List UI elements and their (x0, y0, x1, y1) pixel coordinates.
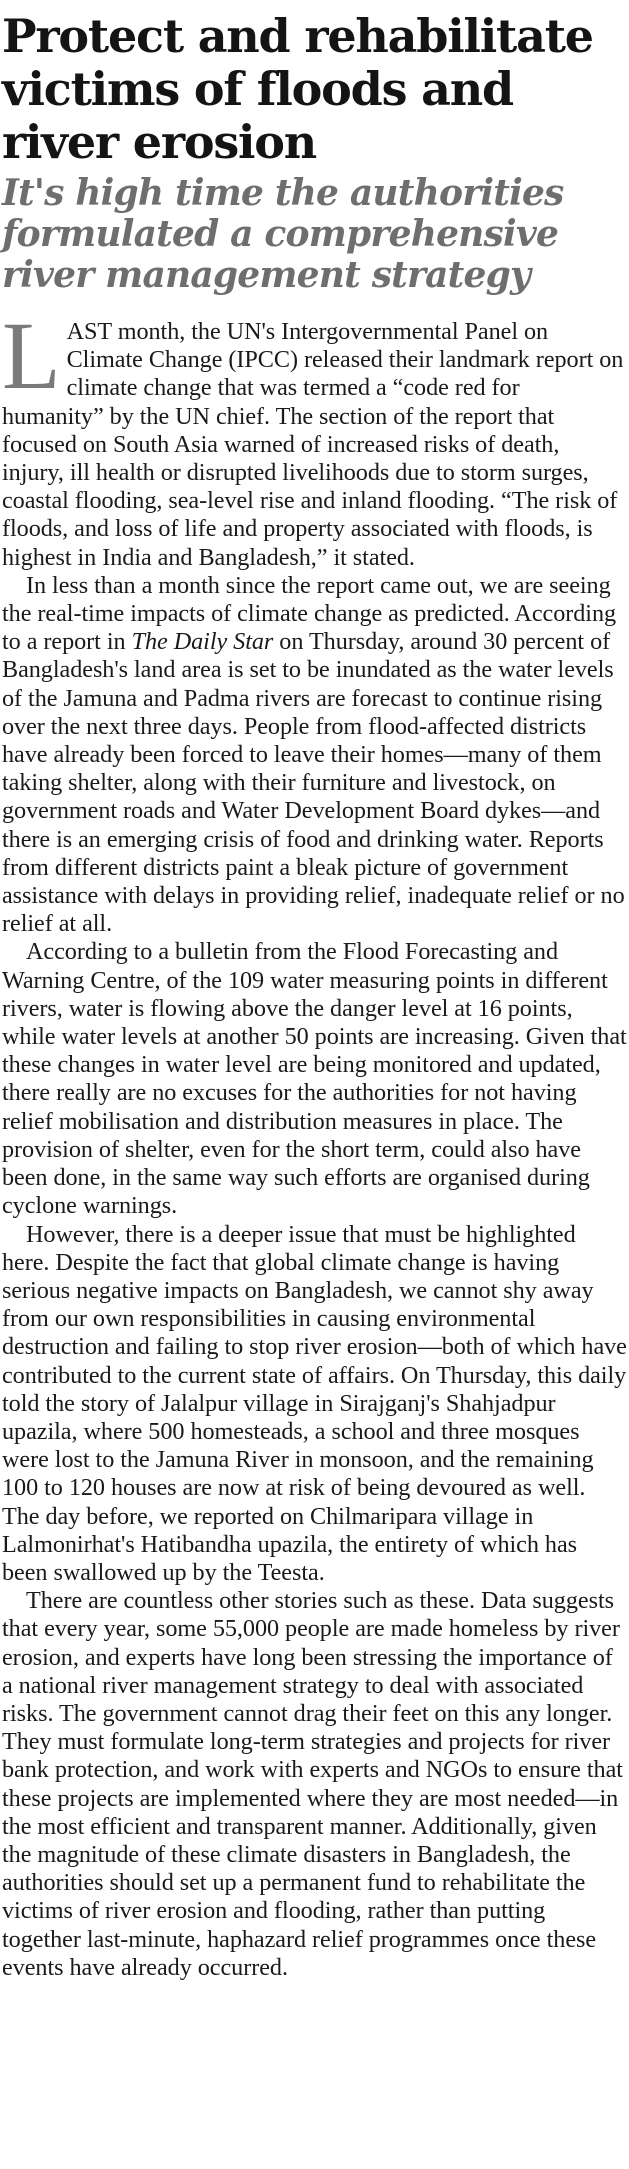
paragraph-4: However, there is a deeper issue that must be highlighted here. Despite the fact that global climate change is having serious negative impacts on Bangladesh, we cannot shy away from our own responsibilities in causing environmental destruction and failing to stop river erosion—both of which have contributed to the current state of affairs. On Thursday, this daily told the story of Jalalpur village in Sirajganj's Shahjadpur upazila, where 500 homesteads, a school and three mosques were lost to the Jamuna River in monsoon, and the remaining 100 to 120 houses are now at risk of being devoured as well. The day before, we reported on Chilmaripara village in Lalmonirhat's Hatibandha upazila, the entirety of which has been swallowed up by the Teesta. (2, 1220, 627, 1586)
drop-cap: L (2, 302, 61, 409)
publication-name: The Daily Star (131, 628, 274, 656)
paragraph-5: There are countless other stories such as these. Data suggests that every year, some 55,000 people are made homeless by river erosion, and experts have long been stressing the importance of a national river management strategy to deal with associated risks. The government cannot drag their feet on this any longer. They must formulate long-term strategies and projects for river bank protection, and work with experts and NGOs to ensure that these projects are implemented where they are most needed—in the most efficient and transparent manner. Additionally, given the magnitude of these climate disasters in Bangladesh, the authorities should set up a permanent fund to rehabilitate the victims of river erosion and flooding, rather than putting together last-minute, haphazard relief programmes once these events have already occurred. (2, 1587, 623, 1981)
subheadline: It's high time the authorities formulated a comprehensive river management strategy (2, 172, 564, 296)
paragraph-2 (2, 572, 627, 939)
paragraph-1 (2, 302, 627, 572)
article-body (2, 302, 627, 1982)
paragraph-2-text-after: on Thursday, around 30 percent of Bangladesh's land area is set to be inundated as the water levels of the Jamuna and Padma rivers are forecast to continue rising over the next three days. People from flood-affected districts have already been forced to leave their homes—many of them taking shelter, along with their furniture and livestock, on government roads and Water Development Board dykes—and there is an emerging crisis of food and drinking water. Reports from different districts paint a bleak picture of government assistance with delays in providing relief, inadequate relief or no relief at all. (2, 628, 625, 938)
paragraph-3: According to a bulletin from the Flood Forecasting and Warning Centre, of the 109 water measuring points in different rivers, water is flowing above the danger level at 16 points, while water levels at another 50 points are increasing. Given that these changes in water level are being monitored and updated, there really are no excuses for the authorities for not having relief mobilisation and distribution measures in place. The provision of shelter, even for the short term, could also have been done, in the same way such efforts are organised during cyclone warnings. (2, 938, 627, 1220)
paragraph-2-text-before: In less than a month since the report came out, we are seeing the real-time impacts of climate change as predicted. According to a report in (2, 571, 617, 656)
headline: Protect and rehabilitate victims of floods and river erosion (2, 9, 593, 169)
paragraph-1-text: AST month, the UN's Intergovernmental Panel on Climate Change (IPCC) released their landmark report on climate change that was termed a “code red for humanity” by the UN chief. The section of the report that focused on South Asia warned of increased risks of death, injury, ill health or disrupted livelihoods due to storm surges, coastal flooding, sea-level rise and inland flooding. “The risk of floods, and loss of life and property associated with floods, is highest in India and Bangladesh,” it stated. (2, 318, 624, 571)
